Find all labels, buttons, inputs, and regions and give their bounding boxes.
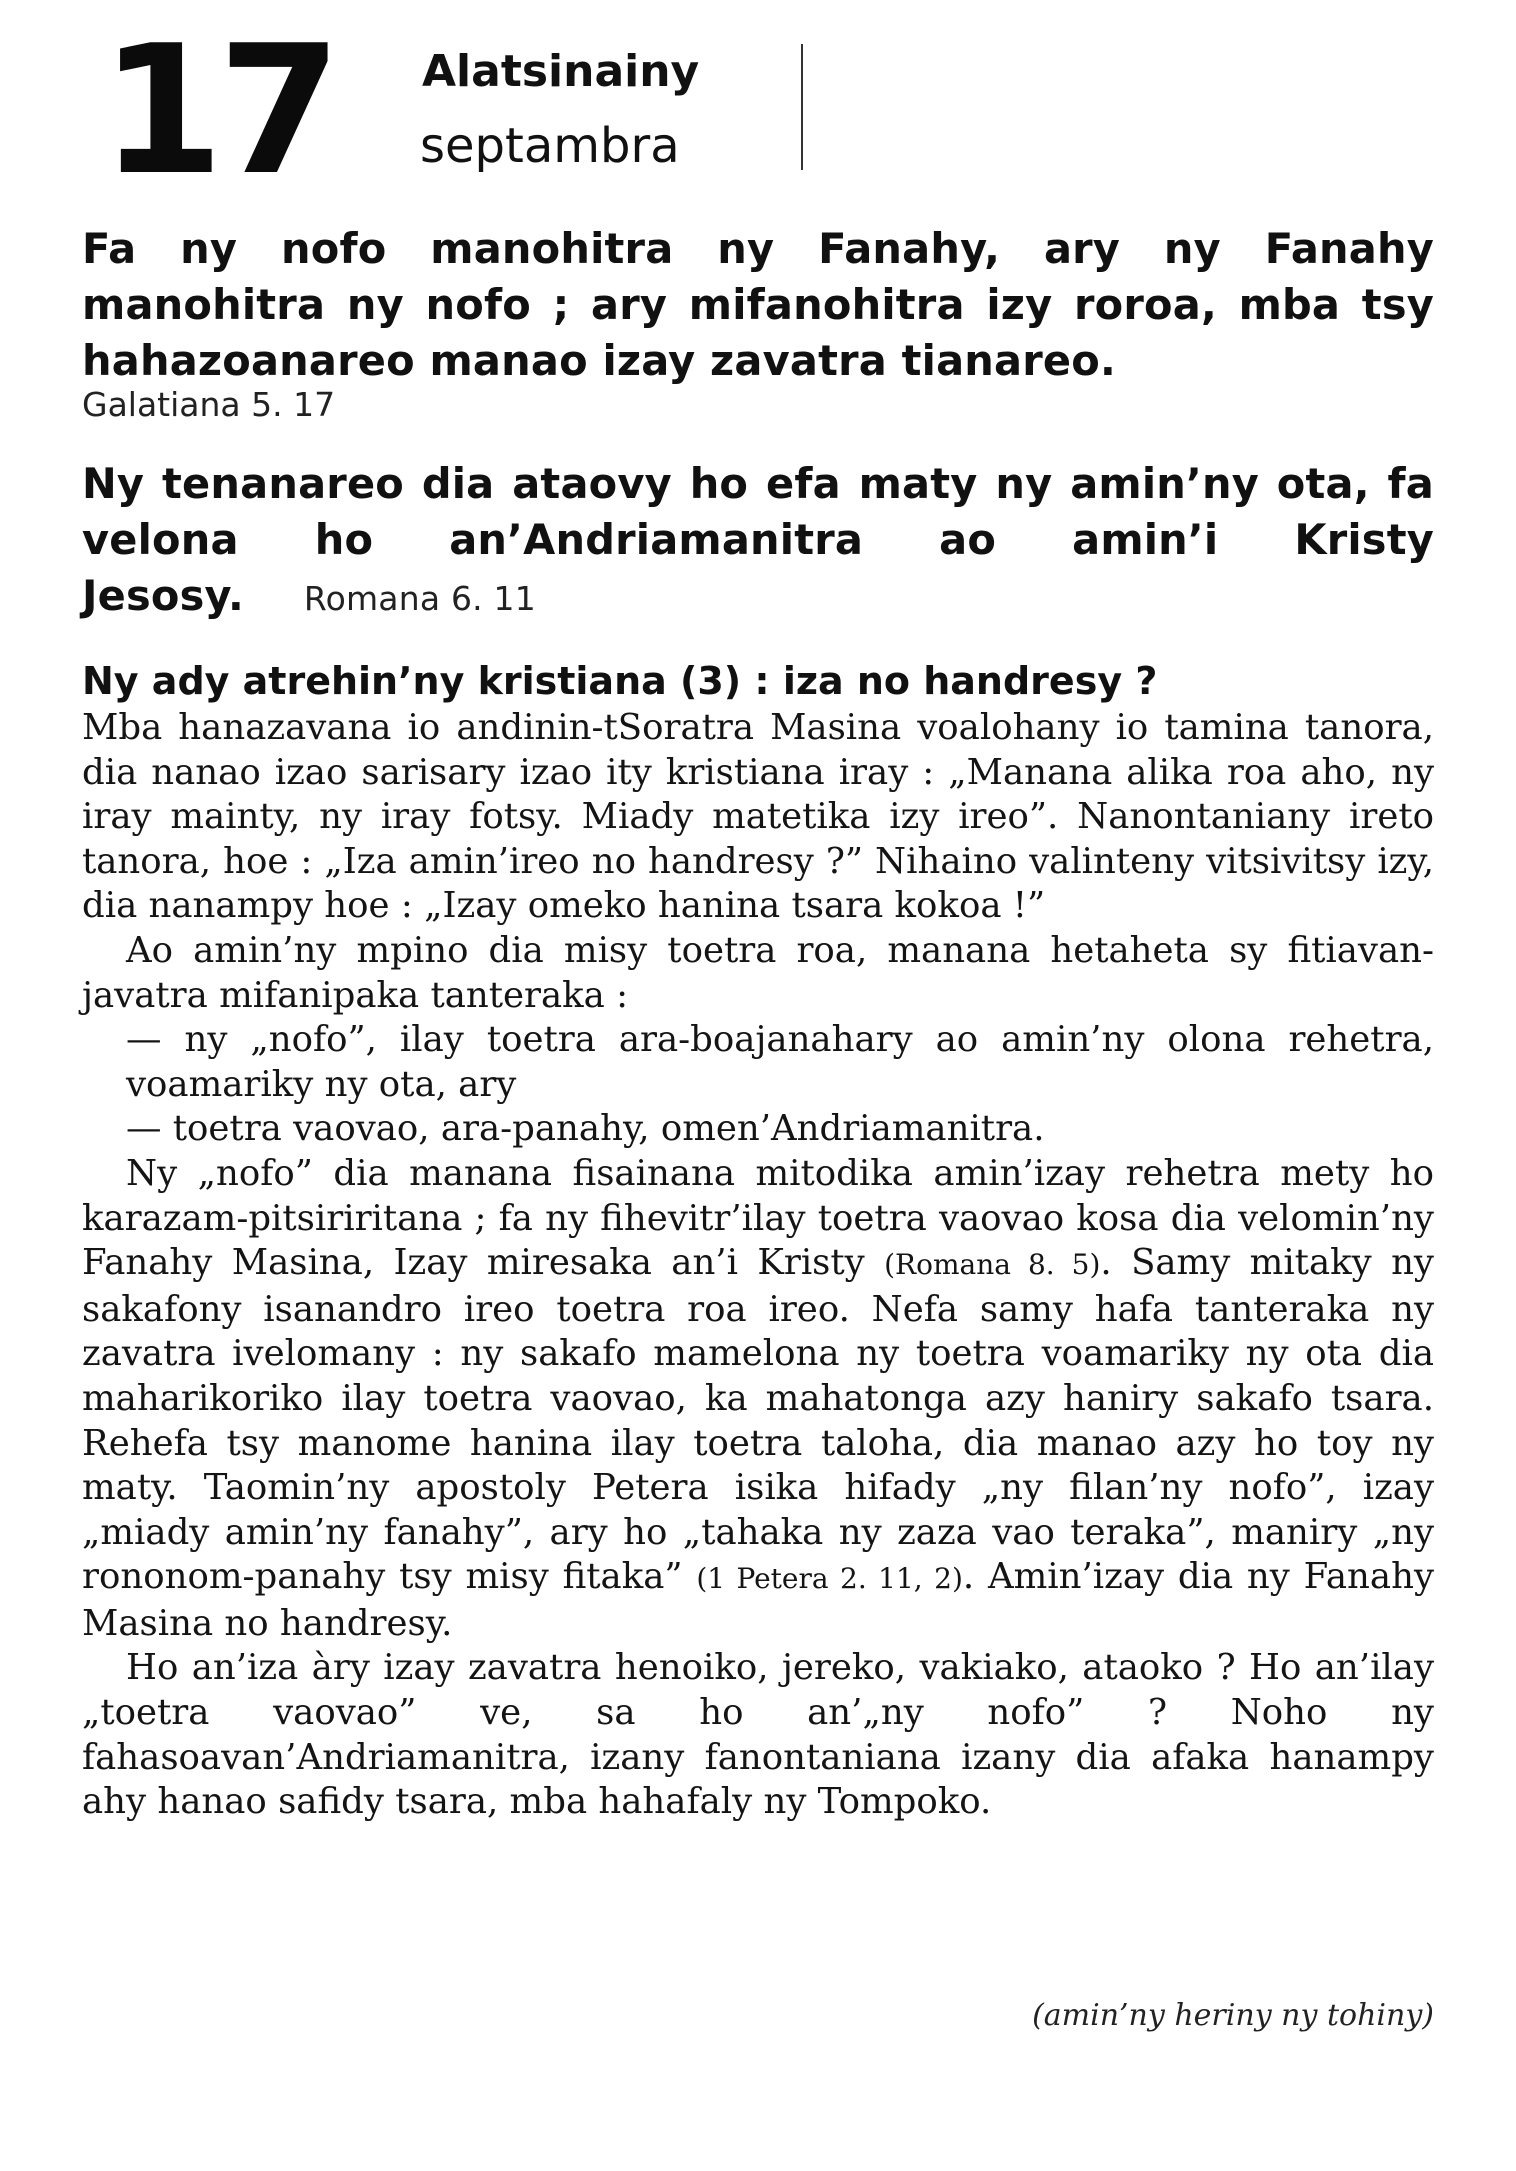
paragraph-2: Ao amin’ny mpino dia misy toetra roa, manana hetaheta sy fitiavan-javatra mifanipaka tanteraka : xyxy=(82,929,1434,1016)
paragraph-1: Mba hanazavana io andinin-tSoratra Masina voalohany io tamina tanora, dia nanao izao sarisary izao ity kristiana iray : „Manana alika roa aho, ny iray mainty, ny iray fotsy. Miady matetika izy ireo”. Nanontaniany ireto tanora, hoe : „Iza amin’ireo no handresy ?” Nihaino valinteny vitsivitsy izy, dia nanampy hoe : „Izay omeko hanina tsara kokoa !” xyxy=(82,707,1434,927)
verse-1: Fa ny nofo manohitra ny Fanahy, ary ny Fanahy manohitra ny nofo ; ary mifanohitra izy roroa, mba tsy hahazoanareo manao izay zavatra tianareo. xyxy=(82,224,1434,385)
paragraph-5-part-3: . Amin’izay dia ny Fanahy Masina no handresy. xyxy=(82,1556,1435,1644)
verse-1-reference: Galatiana 5. 17 xyxy=(82,385,336,424)
paragraph-3: — ny „nofo”, ilay toetra ara-boajanahary ao amin’ny olona rehetra, voamariky ny ota, ary xyxy=(126,1019,1434,1105)
verse-2-text: Ny tenanareo dia ataovy ho efa maty ny amin’ny ota, fa velona ho an’Andriamanitra ao amin’i Kristy Jesosy. xyxy=(82,459,1434,620)
date-header xyxy=(100,7,1430,214)
month-label: septambra xyxy=(420,118,680,174)
paragraph-5-part-2: . Samy mitaky ny sakafony isanandro ireo toetra roa ireo. Nefa samy hafa tanteraka ny zavatra ivelomany : ny sakafo mamelona ny toetra voamariky ny ota dia maharikoriko ilay toetra vaovao, ka mahatonga azy haniry sakafo tsara. Rehefa tsy manome hanina ilay toetra taloha, dia manao azy ho toy ny maty. Taomin’ny apostoly Petera isika hifady „ny filan’ny nofo”, izay „miady amin’ny fanahy”, ary ho „tahaka ny zaza vao teraka”, maniry „ny rononom-panahy tsy misy fitaka” xyxy=(82,1242,1434,1598)
article-title: Ny ady atrehin’ny kristiana (3) : iza no handresy ? xyxy=(82,659,1158,703)
bible-reference: (Romana 8. 5) xyxy=(884,1248,1101,1282)
weekday-label: Alatsinainy xyxy=(422,46,700,97)
paragraph-5 xyxy=(82,1152,1434,1647)
day-number: 17 xyxy=(100,7,336,214)
bible-reference: (1 Petera 2. 11, 2) xyxy=(696,1562,963,1596)
verse-2-reference: Romana 6. 11 xyxy=(303,579,536,618)
paragraph-6: Ho an’iza àry izay zavatra henoiko, jereko, vakiako, ataoko ? Ho an’ilay „toetra vaovao” ve, sa ho an’„ny nofo” ? Noho ny fahasoavan’Andriamanitra, izany fanontaniana izany dia afaka hanampy ahy hanao safidy tsara, mba hahafaly ny Tompoko. xyxy=(82,1647,1434,1823)
article-body xyxy=(82,706,1434,1825)
header-divider xyxy=(801,44,803,170)
paragraph-4: — toetra vaovao, ara-panahy, omen’Andriamanitra. xyxy=(126,1108,1045,1150)
paragraph-5-part-1: Ny „nofo” dia manana fisainana mitodika amin’izay rehetra mety ho karazam-pitsiriritana ; fa ny fihevitr’ilay toetra vaovao kosa dia velomin’ny Fanahy Masina, Izay miresaka an’i Kristy xyxy=(82,1152,1434,1284)
continuation-note: (amin’ny heriny ny tohiny) xyxy=(1032,1998,1434,2033)
verse-2 xyxy=(82,456,1434,627)
